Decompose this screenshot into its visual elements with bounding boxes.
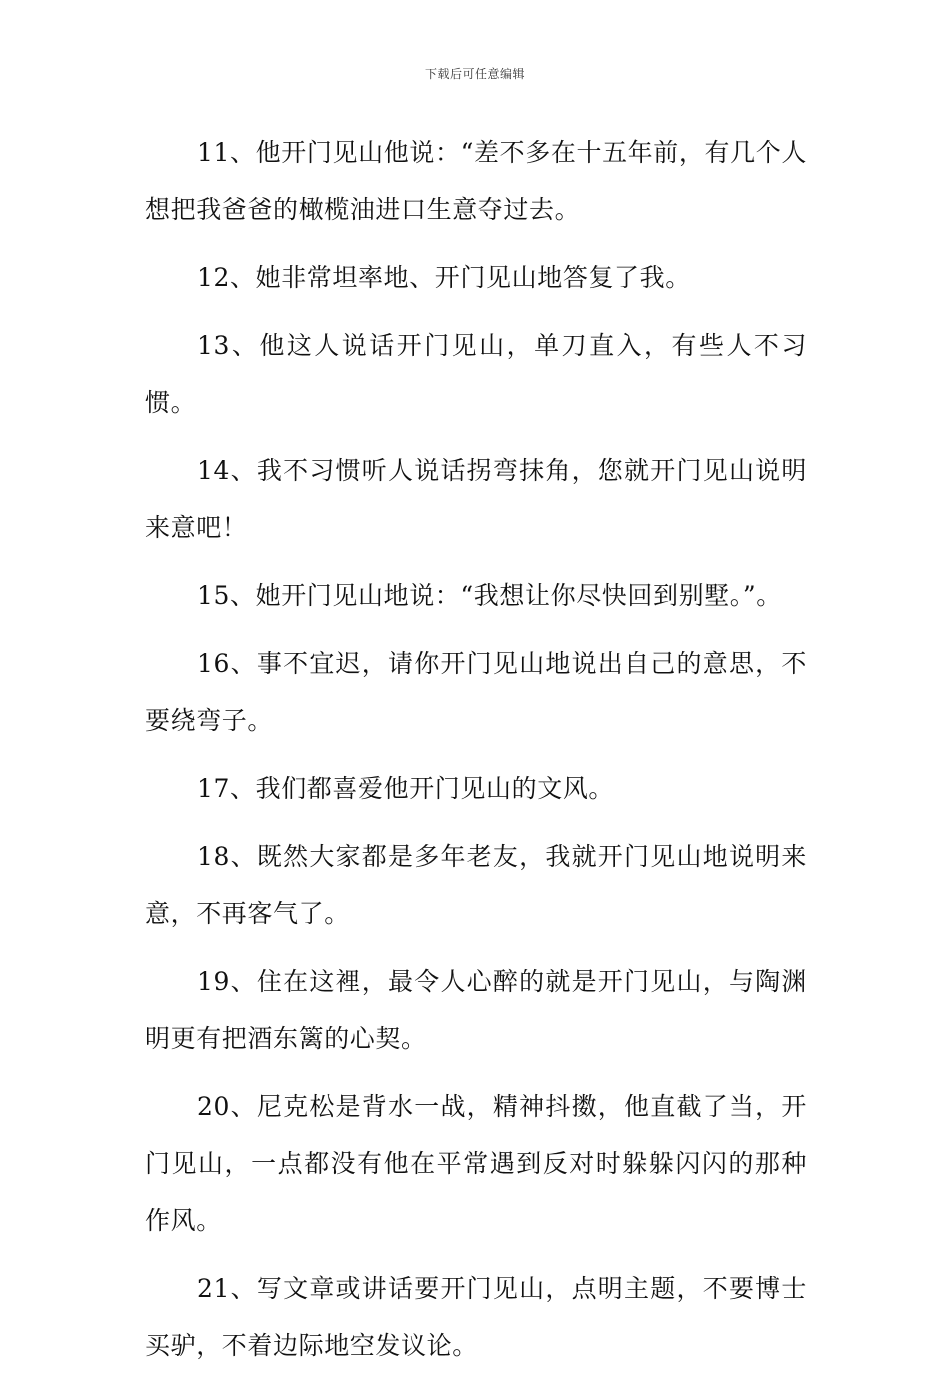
paragraph-18: 18、既然大家都是多年老友，我就开门见山地说明来意，不再客气了。 [145, 842, 807, 928]
paragraph-12: 12、她非常坦率地、开门见山地答复了我。 [197, 263, 691, 292]
page-header: 下载后可任意编辑 [424, 67, 525, 81]
paragraph-13: 13、他这人说话开门见山，单刀直入，有些人不习惯。 [145, 331, 807, 417]
document-body [145, 124, 807, 1385]
paragraph-19: 19、住在这裡，最令人心醉的就是开门见山，与陶渊明更有把酒东篱的心契。 [145, 967, 807, 1053]
paragraph-16: 16、事不宜迟，请你开门见山地说出自己的意思，不要绕弯子。 [145, 649, 807, 735]
paragraph-11: 11、他开门见山他说：“差不多在十五年前，有几个人想把我爸爸的橄榄油进口生意夺过去。 [145, 138, 807, 224]
paragraph-21: 21、写文章或讲话要开门见山，点明主题，不要博士买驴，不着边际地空发议论。 [145, 1274, 807, 1360]
paragraph-14: 14、我不习惯听人说话拐弯抹角，您就开门见山说明来意吧！ [145, 456, 807, 542]
paragraph-17: 17、我们都喜爱他开门见山的文风。 [197, 774, 615, 803]
paragraph-15: 15、她开门见山地说：“我想让你尽快回到别墅。”。 [197, 581, 782, 610]
paragraph-20: 20、尼克松是背水一战，精神抖擞，他直截了当，开门见山，一点都没有他在平常遇到反对时躲躲闪闪的那种作风。 [145, 1092, 807, 1235]
